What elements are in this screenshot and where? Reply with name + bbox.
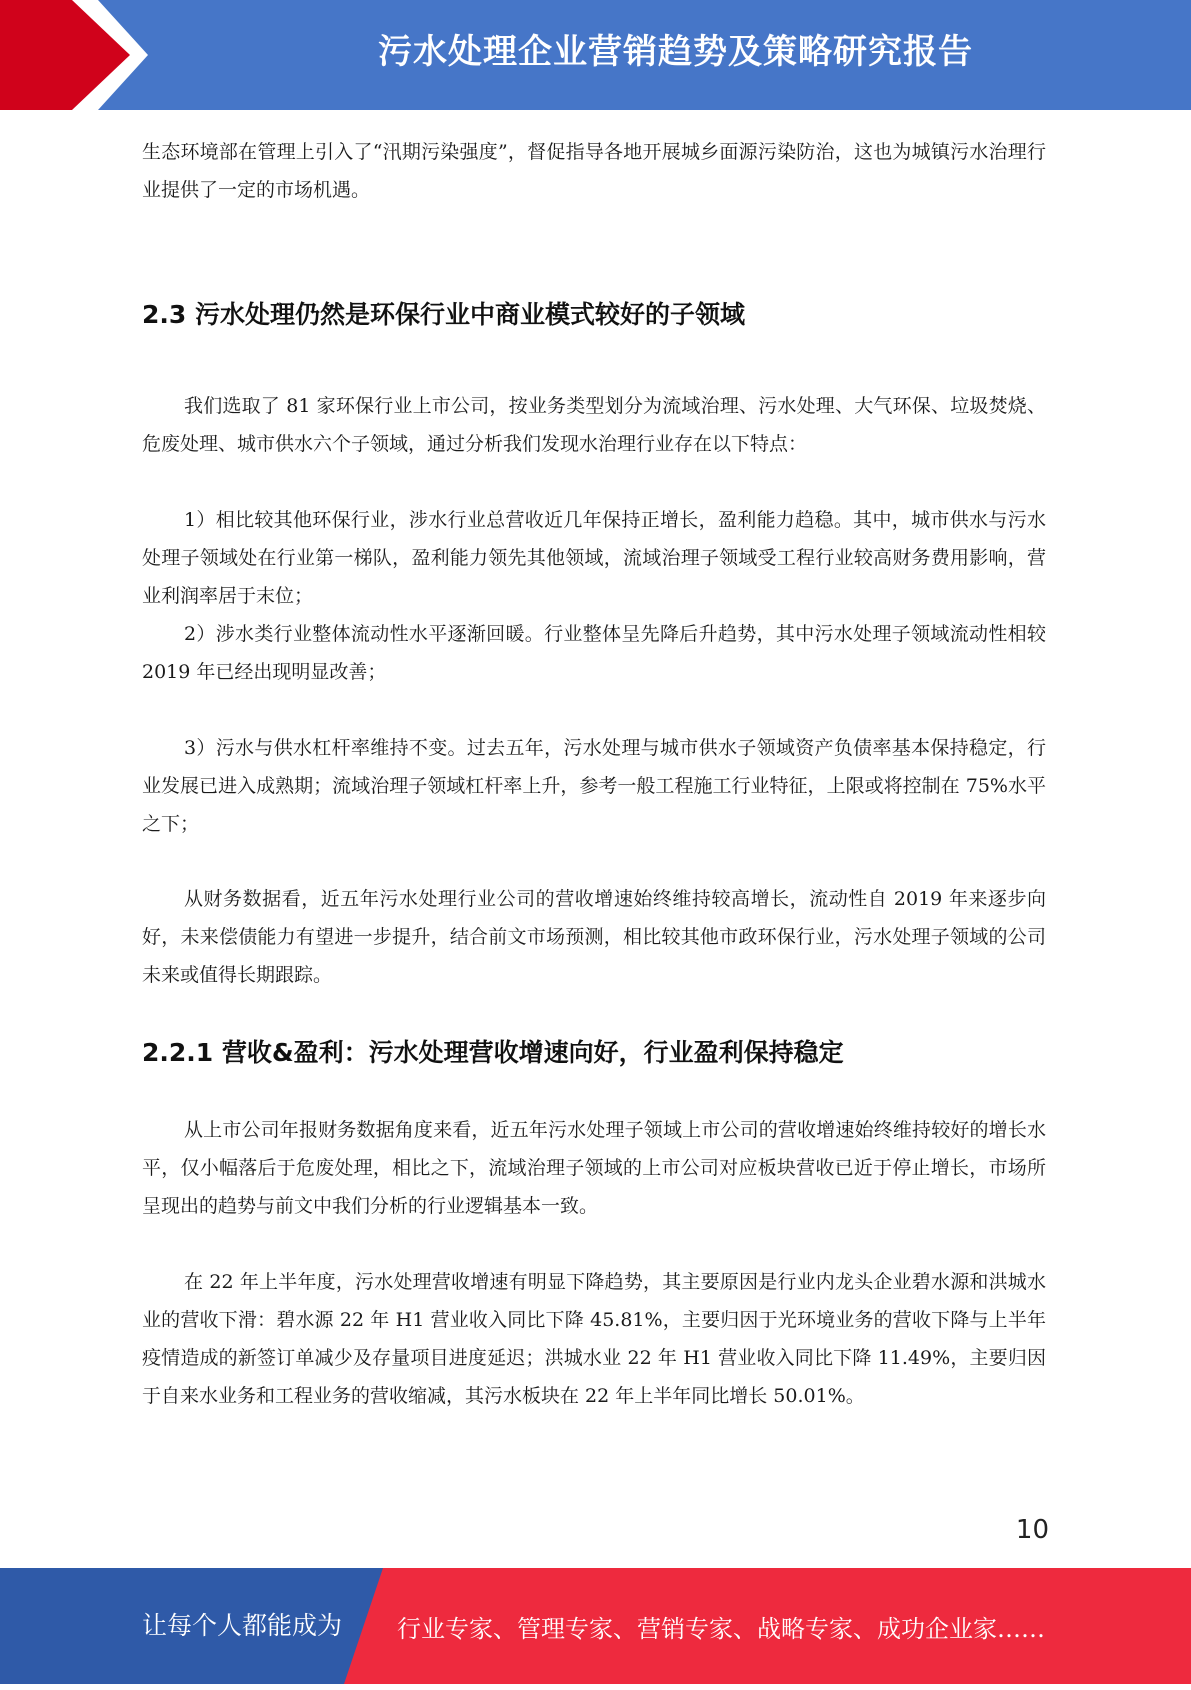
section-2-3-point-3-wrap [142,729,1046,843]
page-number: 10 [1015,1515,1049,1545]
point-2: 2）涉水类行业整体流动性水平逐渐回暖。行业整体呈先降后升趋势，其中污水处理子领域流动性相较 2019 年已经出现明显改善； [142,623,1046,683]
intro-paragraph: 生态环境部在管理上引入了“汛期污染强度”，督促指导各地开展城乡面源污染防治，这也为城镇污水治理行业提供了一定的市场机遇。 [142,141,1046,201]
section-2-2-1-heading: 2.2.1 营收&盈利：污水处理营收增速向好，行业盈利保持稳定 [142,1038,844,1067]
point-1: 1）相比较其他环保行业，涉水行业总营收近几年保持正增长，盈利能力趋稳。其中，城市供水与污水处理子领域处在行业第一梯队，盈利能力领先其他领域，流域治理子领域受工程行业较高财务费用影响，营业利润率居于末位； [142,509,1046,607]
point-3: 3）污水与供水杠杆率维持不变。过去五年，污水处理与城市供水子领域资产负债率基本保持稳定，行业发展已进入成熟期；流域治理子领域杠杆率上升，参考一般工程施工行业特征，上限或将控制在 75%水平之下； [142,737,1046,835]
header-arrow-decoration [0,0,160,110]
header-banner [0,0,1191,110]
footer-slogan-right: 行业专家、管理专家、营销专家、战略专家、成功企业家…… [397,1615,1045,1643]
section-2-3-body [142,387,1046,463]
section-2-3-heading: 2.3 污水处理仍然是环保行业中商业模式较好的子领域 [142,300,745,329]
section-2-3-points [142,501,1046,691]
document-title: 污水处理企业营销趋势及策略研究报告 [378,32,973,72]
section-2-2-1-body-2 [142,1263,1046,1415]
intro-section [142,133,1046,209]
footer-banner [0,1568,1191,1684]
section-2-3-conclusion: 从财务数据看，近五年污水处理行业公司的营收增速始终维持较高增长，流动性自 2019 年来逐步向好，未来偿债能力有望进一步提升，结合前文市场预测，相比较其他市政环保行业，污水处理子领域的公司未来或值得长期跟踪。 [142,888,1046,986]
section-2-3-paragraph-1: 我们选取了 81 家环保行业上市公司，按业务类型划分为流域治理、污水处理、大气环保、垃圾焚烧、危废处理、城市供水六个子领域，通过分析我们发现水治理行业存在以下特点： [142,395,1046,455]
section-2-2-1-paragraph-2: 在 22 年上半年度，污水处理营收增速有明显下降趋势，其主要原因是行业内龙头企业碧水源和洪城水业的营收下滑：碧水源 22 年 H1 营业收入同比下降 45.81%，主要归因于光环境业务的营收下降与上半年疫情造成的新签订单减少及存量项目进度延迟；洪城水业 22 年 H1 营业收入同比下降 11.49%，主要归因于自来水业务和工程业务的营收缩减，其污水板块在 22 年上半年同比增长 50.01%。 [142,1271,1046,1407]
section-2-3-conclusion-wrap [142,880,1046,994]
section-2-2-1-paragraph-1: 从上市公司年报财务数据角度来看，近五年污水处理子领域上市公司的营收增速始终维持较好的增长水平，仅小幅落后于危废处理，相比之下，流域治理子领域的上市公司对应板块营收已近于停止增长，市场所呈现出的趋势与前文中我们分析的行业逻辑基本一致。 [142,1119,1046,1217]
footer-slogan-left: 让每个人都能成为 [142,1611,343,1640]
section-2-2-1-body [142,1111,1046,1225]
